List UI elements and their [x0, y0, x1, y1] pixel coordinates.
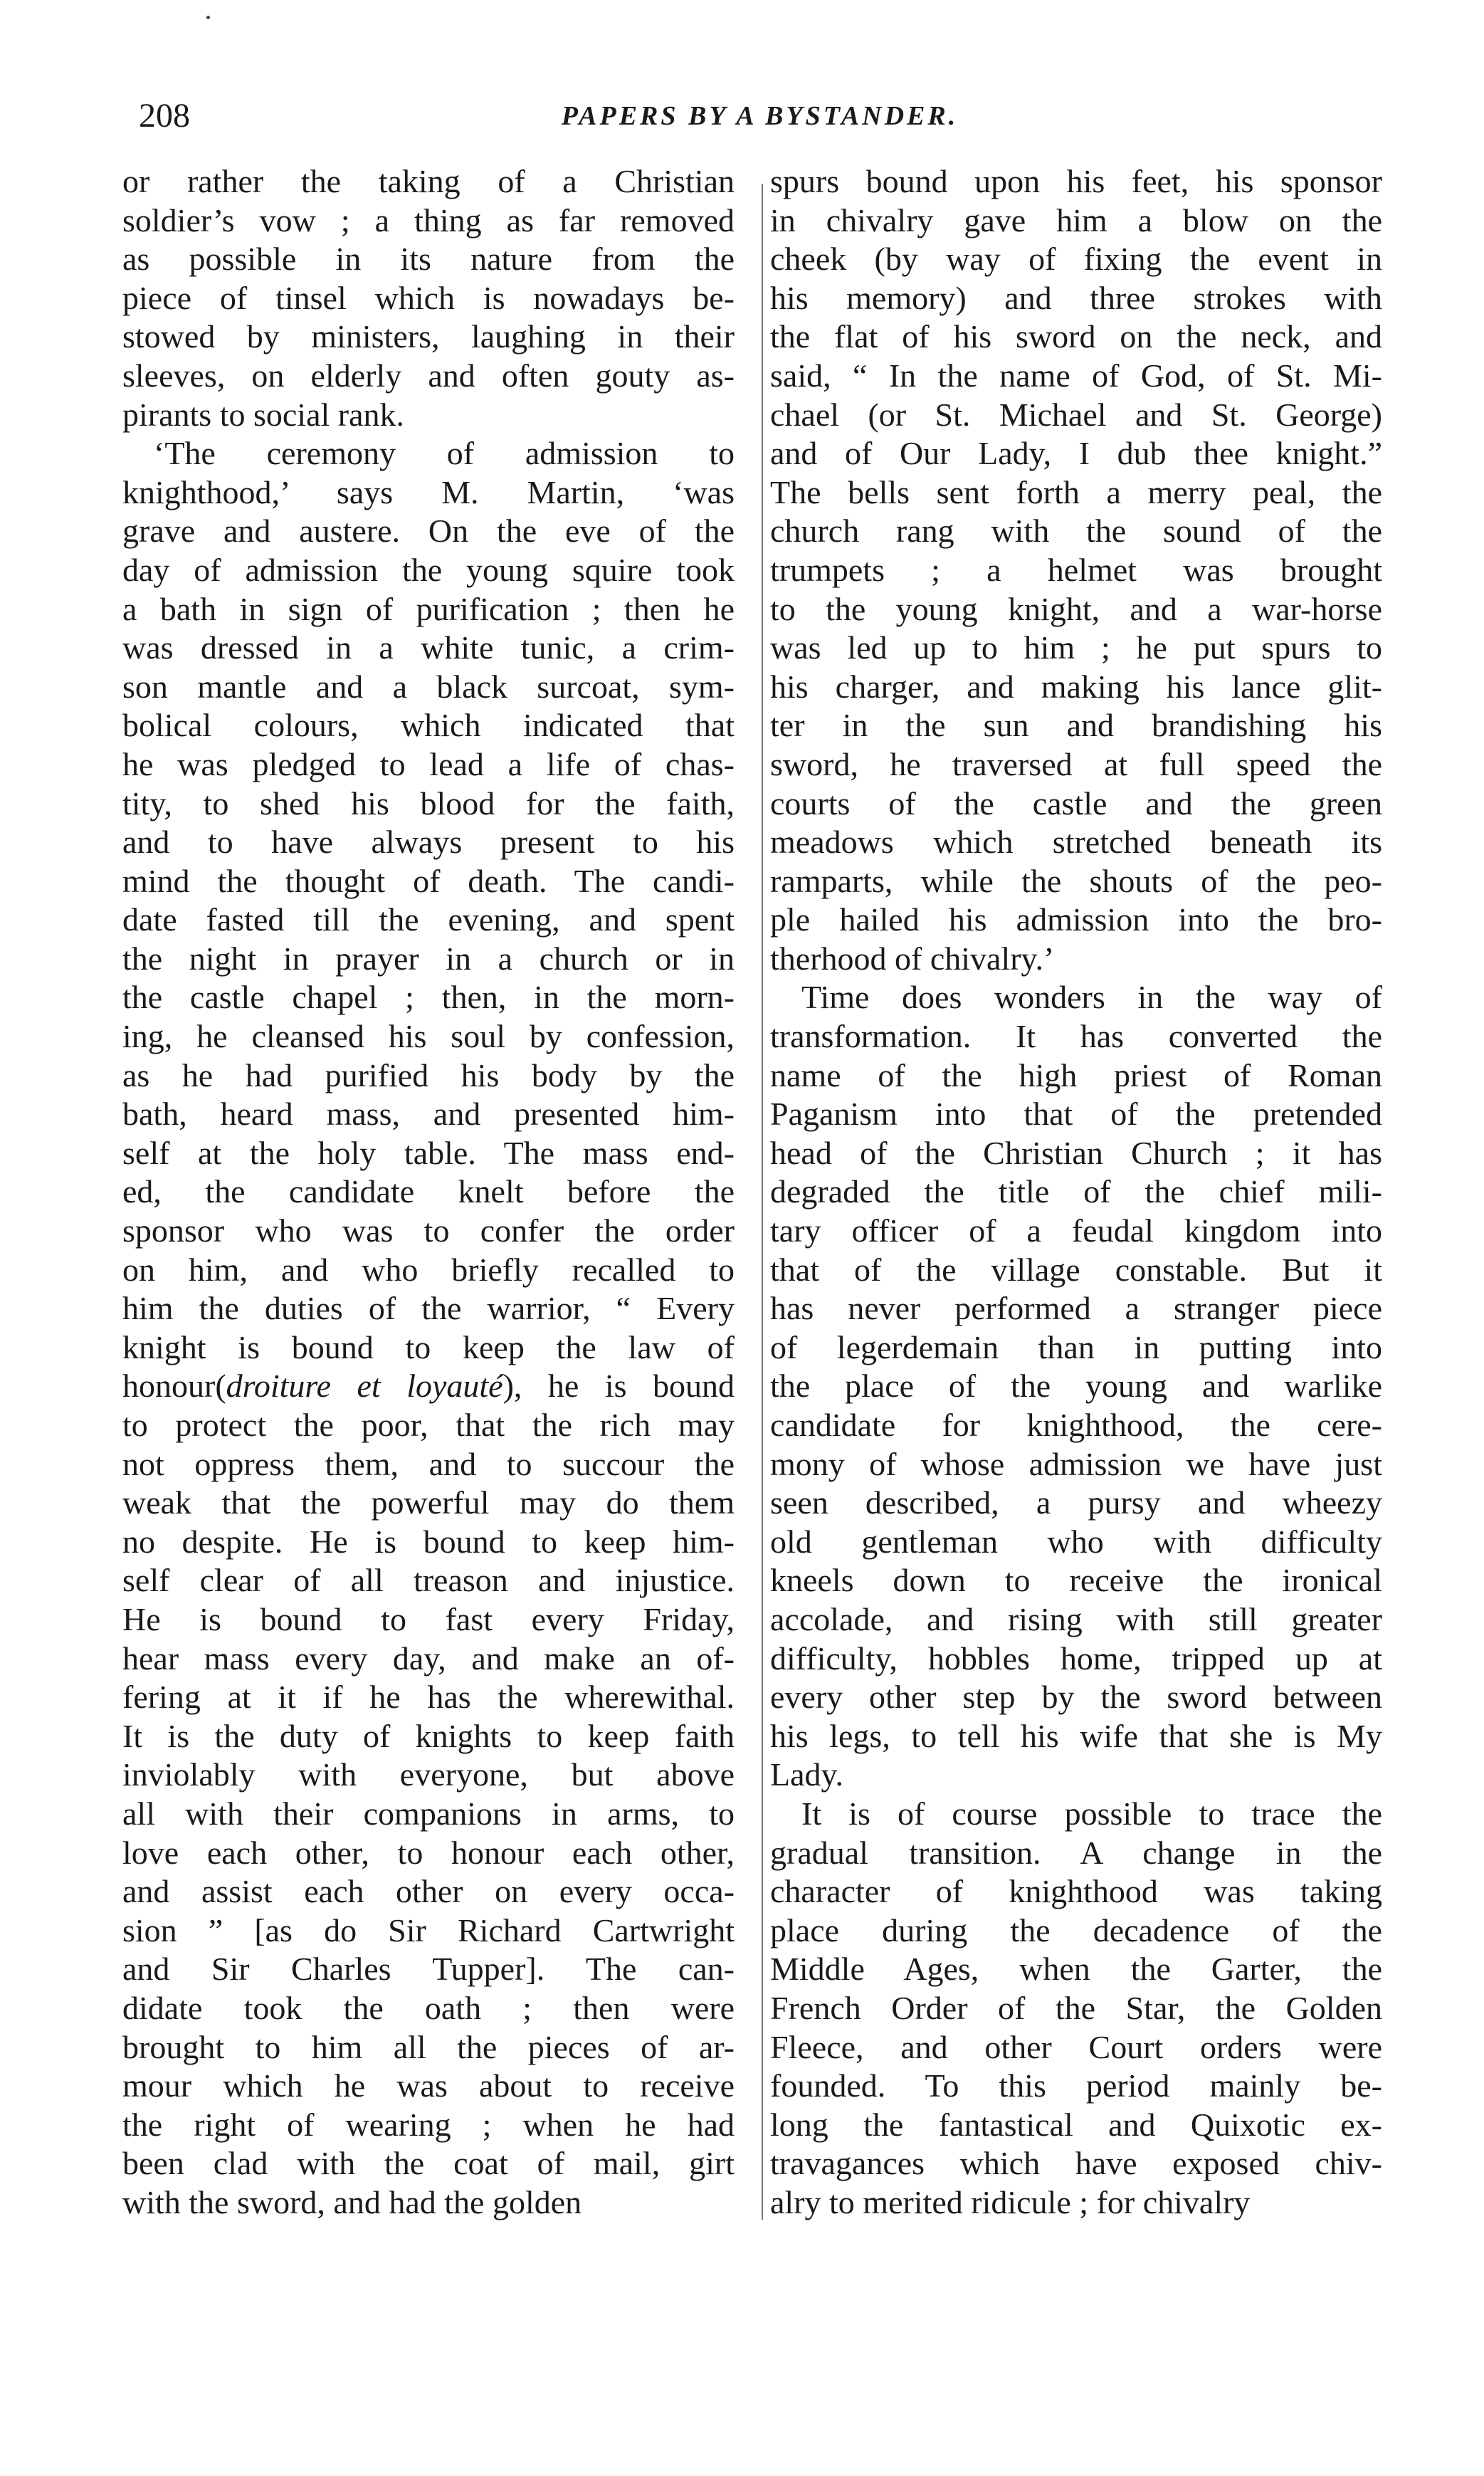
text-line: travagances which have exposed chiv- [770, 2145, 1382, 2182]
text-line: in chivalry gave him a blow on the [770, 201, 1382, 238]
text-line: with the sword, and had the golden [122, 2183, 582, 2220]
left-column [122, 162, 735, 2222]
text-line: no despite. He is bound to keep him- [122, 1523, 735, 1560]
italic-phrase: droiture et loyauté [226, 1368, 503, 1405]
running-title: PAPERS BY A BYSTANDER. [561, 101, 959, 131]
text-line: church rang with the sound of the [770, 513, 1382, 550]
text-line: Middle Ages, when the Garter, the [770, 1951, 1382, 1988]
text-fragment: honour [122, 1368, 216, 1405]
text-line: courts of the castle and the green [770, 785, 1382, 822]
text-line: on him, and who briefly recalled to [122, 1251, 735, 1288]
text-line: day of admission the young squire took [122, 551, 735, 588]
text-line: to the young knight, and a war-horse [770, 590, 1382, 627]
text-line: and of Our Lady, I dub thee knight.” [770, 435, 1382, 472]
text-fragment: ), he is bound [502, 1368, 735, 1405]
text-line: ter in the sun and brandishing his [770, 707, 1382, 744]
right-column [770, 162, 1382, 2222]
text-line: all with their companions in arms, to [122, 1795, 735, 1832]
text-line: of legerdemain than in putting into [770, 1328, 1382, 1365]
text-line: soldier’s vow ; a thing as far removed [122, 201, 735, 238]
text-line: Time does wonders in the way of [801, 979, 1382, 1016]
text-line: grave and austere. On the eve of the [122, 513, 735, 550]
text-line: piece of tinsel which is nowadays be- [122, 279, 735, 316]
text-line: gradual transition. A change in the [770, 1834, 1382, 1871]
text-line: was dressed in a white tunic, a crim- [122, 629, 735, 666]
text-line: founded. To this period mainly be- [770, 2067, 1382, 2104]
text-line: meadows which stretched beneath its [770, 824, 1382, 861]
text-line: his legs, to tell his wife that she is My [770, 1717, 1382, 1754]
text-line: ing, he cleansed his soul by confession, [122, 1018, 735, 1055]
text-line: chael (or St. Michael and St. George) [770, 396, 1382, 433]
column-divider [762, 184, 763, 2220]
text-line: a bath in sign of purification ; then he [122, 590, 735, 627]
text-line: accolade, and rising with still greater [770, 1600, 1382, 1637]
text-line: ed, the candidate knelt before the [122, 1173, 735, 1210]
text-line: as possible in its nature from the [122, 241, 735, 278]
text-line: Paganism into that of the pretended [770, 1096, 1382, 1133]
page-header [139, 91, 1381, 141]
text-line: was led up to him ; he put spurs to [770, 629, 1382, 666]
text-line: or rather the taking of a Christian [122, 163, 735, 199]
text-line: love each other, to honour each other, [122, 1834, 735, 1871]
text-line: and assist each other on every occa- [122, 1873, 735, 1910]
text-line: long the fantastical and Quixotic ex- [770, 2106, 1382, 2143]
text-line: trumpets ; a helmet was brought [770, 551, 1382, 588]
text-line: son mantle and a black surcoat, sym- [122, 668, 735, 705]
text-line: fering at it if he has the wherewithal. [122, 1679, 735, 1716]
text-line: French Order of the Star, the Golden [770, 1989, 1382, 2026]
text-line: stowed by ministers, laughing in their [122, 318, 735, 355]
text-line: pirants to social rank. [122, 396, 405, 433]
text-line: self clear of all treason and injustice. [122, 1562, 735, 1599]
text-line: Fleece, and other Court orders were [770, 2028, 1382, 2065]
page-number: 208 [139, 97, 190, 135]
text-line: degraded the title of the chief mili- [770, 1173, 1382, 1210]
text-line: the night in prayer in a church or in [122, 940, 735, 977]
text-line: knighthood,’ says M. Martin, ‘was [122, 473, 735, 510]
text-line: inviolably with everyone, but above [122, 1756, 735, 1793]
text-line: place during the decadence of the [770, 1911, 1382, 1948]
text-line: kneels down to receive the ironical [770, 1562, 1382, 1599]
text-line: character of knighthood was taking [770, 1873, 1382, 1910]
text-line: It is of course possible to trace the [801, 1795, 1382, 1832]
text-line: been clad with the coat of mail, girt [122, 2145, 735, 2182]
text-line: difficulty, hobbles home, tripped up at [770, 1640, 1382, 1677]
text-line: bolical colours, which indicated that [122, 707, 735, 744]
text-line: the flat of his sword on the neck, and [770, 318, 1382, 355]
text-line: brought to him all the pieces of ar- [122, 2028, 735, 2065]
text-line: tary officer of a feudal kingdom into [770, 1212, 1382, 1249]
text-fragment: ( [215, 1368, 226, 1405]
text-line [122, 1367, 735, 1406]
text-line: didate took the oath ; then were [122, 1989, 735, 2026]
text-line: the place of the young and warlike [770, 1368, 1382, 1405]
text-line: his charger, and making his lance glit- [770, 668, 1382, 705]
text-line: sleeves, on elderly and often gouty as- [122, 357, 735, 394]
text-line: He is bound to fast every Friday, [122, 1600, 735, 1637]
text-line: said, “ In the name of God, of St. Mi- [770, 357, 1382, 394]
text-line: mind the thought of death. The candi- [122, 862, 735, 899]
text-line: and Sir Charles Tupper]. The can- [122, 1951, 735, 1988]
text-line: alry to merited ridicule ; for chivalry [770, 2183, 1251, 2220]
text-line: to protect the poor, that the rich may [122, 1407, 735, 1443]
text-line: mour which he was about to receive [122, 2067, 735, 2104]
text-line: old gentleman who with difficulty [770, 1523, 1382, 1560]
text-line: knight is bound to keep the law of [122, 1328, 735, 1365]
text-line: candidate for knighthood, the cere- [770, 1407, 1382, 1443]
text-line: bath, heard mass, and presented him- [122, 1096, 735, 1133]
text-line: transformation. It has converted the [770, 1018, 1382, 1055]
text-line: date fasted till the evening, and spent [122, 901, 735, 938]
text-line: cheek (by way of fixing the event in [770, 241, 1382, 278]
text-line: tity, to shed his blood for the faith, [122, 785, 735, 822]
text-line: and to have always present to his [122, 824, 735, 861]
text-line: therhood of chivalry.’ [770, 940, 1055, 977]
text-line: self at the holy table. The mass end- [122, 1134, 735, 1171]
text-line: every other step by the sword between [770, 1679, 1382, 1716]
text-line: spurs bound upon his feet, his sponsor [770, 163, 1382, 199]
text-line: hear mass every day, and make an of- [122, 1640, 735, 1677]
text-line: ramparts, while the shouts of the peo- [770, 862, 1382, 899]
text-line: mony of whose admission we have just [770, 1445, 1382, 1482]
text-line: weak that the powerful may do them [122, 1484, 735, 1521]
text-line: as he had purified his body by the [122, 1056, 735, 1093]
text-line: head of the Christian Church ; it has [770, 1134, 1382, 1171]
text-line: Lady. [770, 1756, 844, 1793]
text-line: It is the duty of knights to keep faith [122, 1717, 735, 1754]
text-line: his memory) and three strokes with [770, 279, 1382, 316]
text-line: he was pledged to lead a life of chas- [122, 745, 735, 782]
text-line: has never performed a stranger piece [770, 1290, 1382, 1327]
text-line: sword, he traversed at full speed the [770, 745, 1382, 782]
text-line: the right of wearing ; when he had [122, 2106, 735, 2143]
text-line: not oppress them, and to succour the [122, 1445, 735, 1482]
text-line: seen described, a pursy and wheezy [770, 1484, 1382, 1521]
text-line: name of the high priest of Roman [770, 1056, 1382, 1093]
text-line: sion ” [as do Sir Richard Cartwright [122, 1911, 735, 1948]
text-line: sponsor who was to confer the order [122, 1212, 735, 1249]
ink-speck [206, 16, 210, 19]
text-line: ‘The ceremony of admission to [154, 435, 735, 472]
text-line: him the duties of the warrior, “ Every [122, 1290, 735, 1327]
text-line: The bells sent forth a merry peal, the [770, 473, 1382, 510]
text-line: the castle chapel ; then, in the morn- [122, 979, 735, 1016]
text-line: ple hailed his admission into the bro- [770, 901, 1382, 938]
text-line: that of the village constable. But it [770, 1251, 1382, 1288]
